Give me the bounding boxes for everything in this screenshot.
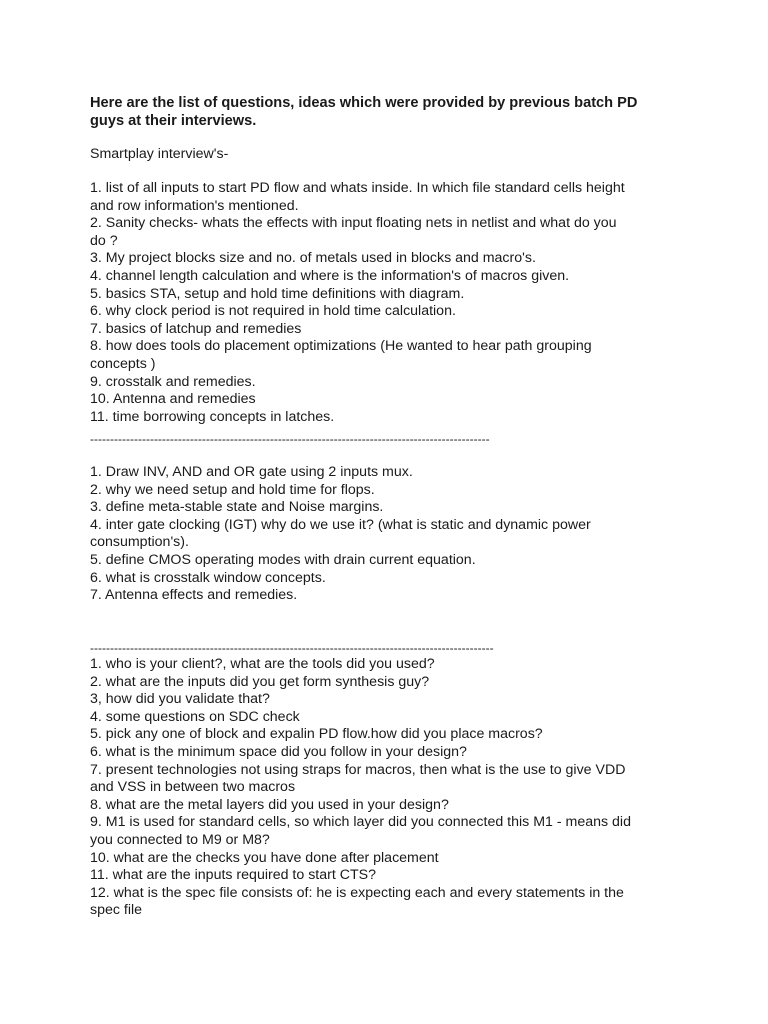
question-list-1 — [90, 180, 690, 426]
list-item-line: and VSS in between two macros — [90, 779, 296, 796]
separator-line: ---------------------------------------------------------------------------------------------------- — [90, 432, 490, 446]
heading-line: Here are the list of questions, ideas which were provided by previous batch PD — [90, 95, 638, 111]
list-item-line: consumption's). — [90, 534, 189, 551]
list-item-line: you connected to M9 or M8? — [90, 831, 270, 848]
list-item-line: 11. what are the inputs required to start CTS? — [90, 867, 377, 884]
list-item-line: 4. inter gate clocking (IGT) why do we use it? (what is static and dynamic power — [90, 516, 591, 533]
list-item-line: 7. basics of latchup and remedies — [90, 320, 302, 337]
list-item-line: spec file — [90, 902, 143, 919]
list-item-line: 7. Antenna effects and remedies. — [90, 587, 298, 604]
list-item-line: 5. basics STA, setup and hold time definitions with diagram. — [90, 285, 465, 302]
list-item-line: 1. list of all inputs to start PD flow and whats inside. In which file standard cells height — [90, 180, 625, 196]
list-item-line: 7. present technologies not using straps for macros, then what is the use to give VDD — [90, 761, 626, 778]
list-item-line: 6. what is the minimum space did you follow in your design? — [90, 743, 467, 760]
list-item-line: 3. My project blocks size and no. of metals used in blocks and macro's. — [90, 250, 536, 267]
list-item-line: 2. why we need setup and hold time for flops. — [90, 481, 375, 498]
separator-line: ----------------------------------------------------------------------------------------------------- — [90, 641, 494, 655]
question-list-3 — [90, 656, 690, 920]
list-item-line: 4. channel length calculation and where is the information's of macros given. — [90, 267, 570, 284]
list-item-line: 1. who is your client?, what are the tools did you used? — [90, 656, 435, 672]
list-item-line: 8. what are the metal layers did you used in your design? — [90, 796, 449, 813]
list-item-line: 10. what are the checks you have done after placement — [90, 849, 439, 866]
list-item-line: 2. what are the inputs did you get form synthesis guy? — [90, 673, 430, 690]
list-item-line: 2. Sanity checks- whats the effects with input floating nets in netlist and what do you — [90, 215, 617, 232]
list-item-line: 1. Draw INV, AND and OR gate using 2 inputs mux. — [90, 464, 413, 480]
document-heading — [90, 94, 690, 130]
list-item-line: 9. M1 is used for standard cells, so which layer did you connected this M1 - means did — [90, 814, 631, 831]
list-item-line: 5. define CMOS operating modes with drain current equation. — [90, 551, 476, 568]
list-item-line: 6. what is crosstalk window concepts. — [90, 569, 326, 586]
list-item-line: 4. some questions on SDC check — [90, 708, 300, 725]
list-item-line: concepts ) — [90, 355, 156, 372]
list-item-line: 3, how did you validate that? — [90, 691, 270, 708]
list-item-line: 10. Antenna and remedies — [90, 391, 256, 408]
list-item-line: and row information's mentioned. — [90, 197, 299, 214]
heading-line: guys at their interviews. — [90, 113, 257, 129]
list-item-line: 6. why clock period is not required in hold time calculation. — [90, 303, 456, 320]
list-item-line: 9. crosstalk and remedies. — [90, 373, 256, 390]
list-item-line: 11. time borrowing concepts in latches. — [90, 408, 335, 425]
question-list-2 — [90, 464, 690, 605]
subtitle: Smartplay interview's- — [90, 146, 229, 162]
list-item-line: 3. define meta-stable state and Noise margins. — [90, 499, 384, 516]
list-item-line: do ? — [90, 232, 118, 249]
list-item-line: 5. pick any one of block and expalin PD flow.how did you place macros? — [90, 726, 543, 743]
list-item-line: 8. how does tools do placement optimizations (He wanted to hear path grouping — [90, 338, 592, 355]
list-item-line: 12. what is the spec file consists of: he is expecting each and every statements in the — [90, 884, 624, 901]
